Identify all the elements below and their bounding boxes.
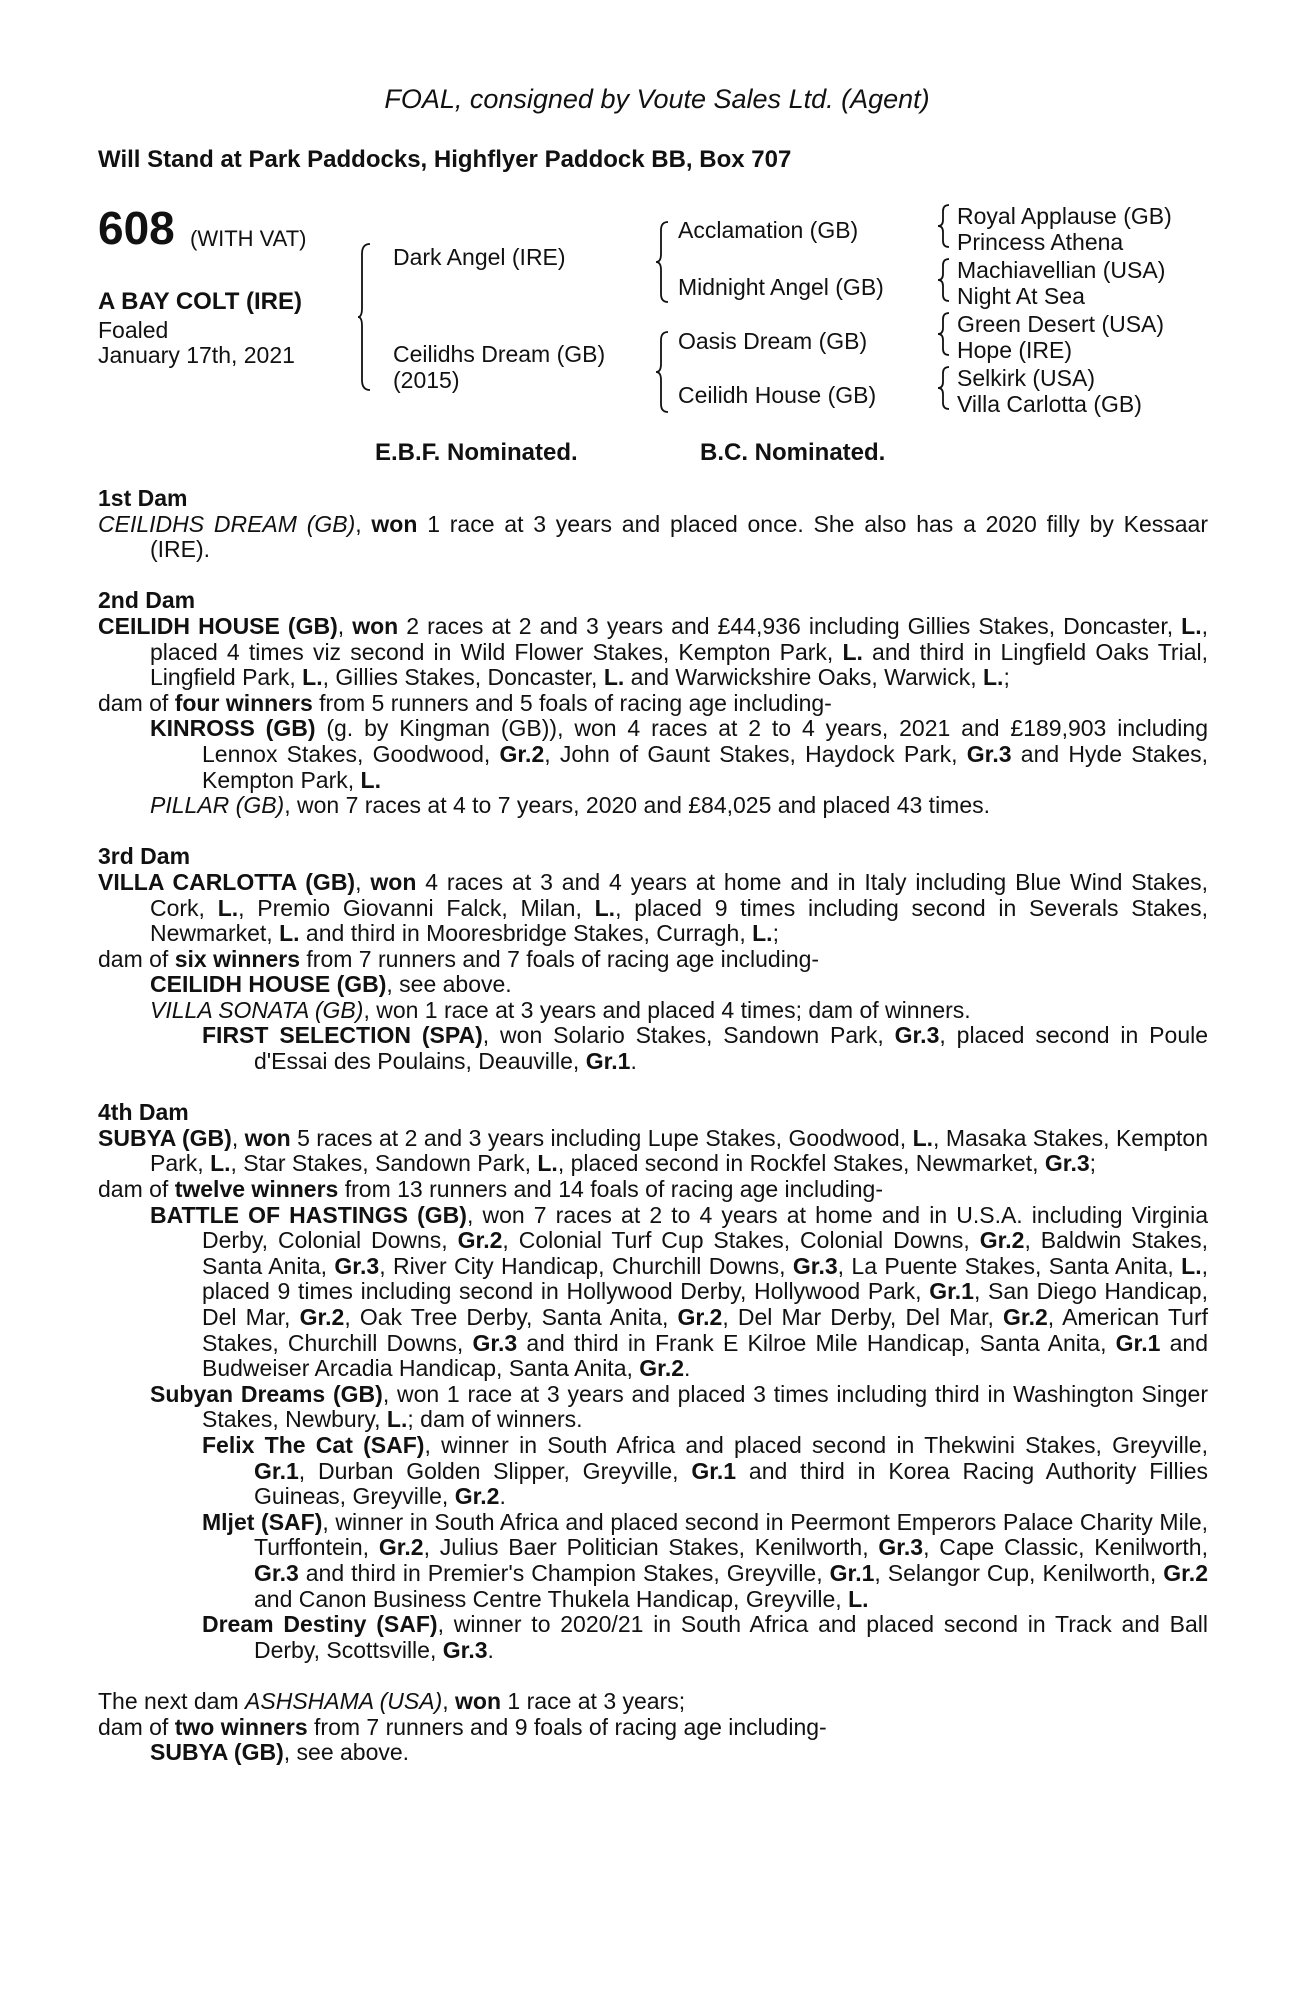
text-run: , won 7 races at 2 to 4 years at home and in U.S.A. including Virginia Derby, Colonial Downs, (202, 1201, 1208, 1254)
text-run: , won 7 races at 4 to 7 years, 2020 and £84,025 and placed 43 times. (284, 792, 991, 819)
text-run: , (442, 1687, 456, 1714)
text-run: and Hyde Stakes, Kempton Park, (202, 740, 1209, 793)
bold-run: L. (360, 766, 381, 793)
bold-run: twelve winners (174, 1176, 339, 1203)
text-run: , Baldwin Stakes, Santa Anita, (202, 1227, 1208, 1279)
pedigree-g3: Machiavellian (USA) (957, 257, 1166, 283)
bold-run: L. (752, 920, 773, 947)
text-run: , Star Stakes, Sandown Park, (230, 1150, 538, 1177)
text-run: , winner to 2020/21 in South Africa and placed second in Track and Ball Derby, Scottsville, (254, 1611, 1208, 1663)
bold-run: Gr.2 (299, 1304, 345, 1330)
pedigree-g6: Hope (IRE) (957, 337, 1073, 363)
bold-run: SUBYA (GB) (98, 1124, 232, 1151)
bold-run: KINROSS (GB) (150, 715, 316, 742)
dam-summary (98, 614, 1208, 691)
bold-run: won (455, 1687, 502, 1714)
text-run: 4 races at 3 and 4 years at home and in Italy including Blue Wind Stakes, Cork, (150, 868, 1208, 921)
pedigree-sire: Dark Angel (IRE) (393, 244, 566, 270)
text-run: ; (1089, 1150, 1097, 1177)
first-dam-section (98, 486, 1208, 563)
pedigree-bracket-main (358, 242, 372, 392)
text-run: , see above. (283, 1739, 410, 1766)
progeny-list (98, 1740, 1208, 1766)
text-run: and third in Frank E Kilroe Mile Handicap, Santa Anita, (517, 1329, 1116, 1356)
text-run: , Julius Baer Politician Stakes, Kenilworth, (423, 1534, 879, 1561)
bold-run: two winners (174, 1713, 308, 1740)
bold-run: won (244, 1124, 291, 1151)
bold-run: L. (982, 664, 1004, 691)
text-run: , won Solario Stakes, Sandown Park, (482, 1022, 895, 1049)
text-run: and Warwickshire Oaks, Warwick, (624, 664, 983, 691)
pedigree-dam-dam: Ceilidh House (GB) (678, 382, 877, 408)
next-dam-section (98, 1689, 1208, 1766)
text-run: 5 races at 2 and 3 years including Lupe Stakes, Goodwood, (290, 1124, 913, 1151)
bold-run: L. (594, 894, 616, 921)
italic-run: VILLA SONATA (GB) (150, 996, 364, 1023)
second-dam-section (98, 588, 1208, 818)
text-run: from 13 runners and 14 foals of racing age including- (338, 1176, 883, 1203)
bold-run: Gr.1 (691, 1457, 737, 1484)
bold-run: Gr.2 (454, 1483, 500, 1510)
dam-summary (98, 1689, 1208, 1715)
bold-run: L. (1181, 1252, 1202, 1279)
progeny-entry (98, 793, 1208, 819)
pedigree-g1: Royal Applause (GB) (957, 203, 1172, 229)
text-run: , (355, 510, 372, 537)
text-run: 1 race at 3 years and placed once. She also has a 2020 filly by Kessaar (IRE). (150, 510, 1209, 563)
text-run: dam of (98, 1176, 175, 1203)
text-run: and third in Korea Racing Authority Fillies Guineas, Greyville, (254, 1457, 1208, 1510)
bold-run: VILLA CARLOTTA (GB) (98, 868, 356, 895)
bold-run: L. (279, 920, 300, 947)
bold-run: L. (848, 1585, 869, 1612)
produce-line (98, 691, 1208, 717)
text-run: , Del Mar Derby, Del Mar, (722, 1304, 1004, 1330)
text-run: , won 1 race at 3 years and placed 3 times including third in Washington Singer Stakes, Newbury, (202, 1380, 1208, 1433)
bold-run: L. (210, 1150, 231, 1177)
produce-line (98, 947, 1208, 973)
text-run: , (231, 1124, 245, 1151)
progeny-entry (98, 716, 1208, 793)
bold-run: L. (386, 1406, 408, 1433)
text-run: , (337, 612, 353, 639)
text-run: , John of Gaunt Stakes, Haydock Park, (544, 740, 967, 767)
progeny-entry (98, 1382, 1208, 1433)
text-run: , Colonial Turf Cup Stakes, Colonial Downs, (502, 1227, 980, 1254)
section-heading: 2nd Dam (98, 587, 196, 614)
bold-run: Gr.2 (457, 1227, 503, 1254)
bold-run: Gr.2 (639, 1355, 685, 1382)
text-run: from 7 runners and 9 foals of racing age including- (307, 1713, 827, 1740)
bold-run: CEILIDH HOUSE (GB) (98, 612, 338, 639)
produce-line (98, 1177, 1208, 1203)
catalogue-body (98, 486, 1208, 1766)
bold-run: Gr.1 (585, 1048, 631, 1075)
text-run: . (487, 1636, 494, 1663)
produce-line (98, 1715, 1208, 1741)
bold-run: Mljet (SAF) (202, 1508, 323, 1535)
text-run: . (499, 1483, 506, 1510)
bold-run: Gr.2 (979, 1227, 1025, 1254)
vat-label: (WITH VAT) (190, 226, 307, 251)
ebf-nomination: E.B.F. Nominated. (375, 439, 578, 466)
bold-run: Gr.3 (966, 740, 1012, 767)
bold-run: L. (537, 1150, 558, 1177)
text-run: ; (772, 920, 779, 947)
bc-nomination: B.C. Nominated. (700, 439, 886, 466)
text-run: The next dam (98, 1687, 246, 1714)
bold-run: CEILIDH HOUSE (GB) (150, 971, 387, 998)
bold-run: FIRST SELECTION (SPA) (202, 1022, 483, 1049)
pedigree-g4: Night At Sea (957, 283, 1085, 309)
stand-location: Will Stand at Park Paddocks, Highflyer Paddock BB, Box 707 (98, 146, 792, 173)
text-run: 2 races at 2 and 3 years and £44,936 including Gillies Stakes, Doncaster, (398, 612, 1182, 639)
bold-run: Gr.3 (1044, 1150, 1090, 1177)
text-run: , (355, 868, 371, 895)
pedigree-bracket-g2 (938, 257, 950, 303)
consignment-line: FOAL, consigned by Voute Sales Ltd. (Agent) (384, 84, 930, 114)
bold-run: Gr.3 (254, 1559, 299, 1586)
text-run: dam of (98, 945, 175, 972)
section-heading: 4th Dam (98, 1099, 189, 1126)
bold-run: won (371, 510, 418, 537)
text-run: , Masaka Stakes, Kempton Park, (150, 1124, 1208, 1177)
pedigree-sire-dam: Midnight Angel (GB) (678, 274, 884, 300)
third-dam-section (98, 844, 1208, 1074)
pedigree-g7: Selkirk (USA) (957, 365, 1096, 391)
text-run: , Oak Tree Derby, Santa Anita, (344, 1304, 678, 1330)
pedigree-bracket-g3 (938, 311, 950, 357)
bold-run: Gr.1 (254, 1457, 299, 1484)
pedigree-bracket-sire (656, 220, 670, 304)
italic-run: PILLAR (GB) (150, 792, 285, 819)
text-run: , placed 9 times including second in Hollywood Derby, Hollywood Park, (202, 1252, 1208, 1305)
bold-run: L. (217, 894, 239, 921)
bold-run: Gr.1 (929, 1278, 974, 1305)
pedigree-g8: Villa Carlotta (GB) (957, 391, 1142, 417)
bold-run: Gr.3 (334, 1252, 380, 1279)
fourth-dam-section (98, 1100, 1208, 1663)
dam-summary (98, 1126, 1208, 1177)
text-run: , Gillies Stakes, Doncaster, (322, 664, 604, 691)
text-run: , River City Handicap, Churchill Downs, (379, 1252, 793, 1279)
progeny-list (98, 1203, 1208, 1664)
section-heading: 3rd Dam (98, 843, 191, 870)
text-run: , Selangor Cup, Kenilworth, (874, 1559, 1164, 1586)
text-run: , winner in South Africa and placed second in Thekwini Stakes, Greyville, (424, 1431, 1208, 1458)
foaled-label: Foaled (98, 317, 169, 343)
bold-run: four winners (174, 689, 313, 716)
bold-run: won (370, 868, 417, 895)
text-run: dam of (98, 1713, 175, 1740)
progeny-entry (98, 1433, 1208, 1510)
progeny-list (98, 716, 1208, 818)
text-run: and Budweiser Arcadia Handicap, Santa Anita, (202, 1329, 1209, 1382)
text-run: , placed second in Rockfel Stakes, Newmarket, (557, 1150, 1045, 1177)
pedigree-dam: Ceilidhs Dream (GB) (393, 341, 606, 367)
bold-run: Felix The Cat (SAF) (202, 1431, 425, 1458)
text-run: . (630, 1048, 637, 1075)
italic-run: CEILIDHS DREAM (GB) (98, 510, 356, 537)
pedigree-bracket-g1 (938, 203, 950, 249)
bold-run: Dream Destiny (SAF) (202, 1611, 438, 1638)
text-run: , won 1 race at 3 years and placed 4 times; dam of winners. (363, 996, 971, 1023)
text-run: , placed 4 times viz second in Wild Flower Stakes, Kempton Park, (150, 612, 1209, 665)
text-run: (g. by Kingman (GB)), won 4 races at 2 to 4 years, 2021 and £189,903 including Lennox Stakes, Goodwood, (202, 715, 1209, 767)
pedigree-g2: Princess Athena (957, 229, 1124, 255)
text-run: , Durban Golden Slipper, Greyville, (298, 1457, 692, 1484)
text-run: , winner in South Africa and placed second in Peermont Emperors Palace Charity Mile, Turffontein, (254, 1508, 1208, 1561)
text-run: , San Diego Handicap, Del Mar, (202, 1278, 1208, 1330)
text-run: 1 race at 3 years; (501, 1687, 686, 1714)
bold-run: Gr.2 (1003, 1304, 1048, 1330)
pedigree-dam-sire: Oasis Dream (GB) (678, 328, 868, 354)
dam-summary (98, 512, 1208, 563)
pedigree-g5: Green Desert (USA) (957, 311, 1165, 337)
progeny-entry (98, 998, 1208, 1024)
pedigree-bracket-dam (656, 330, 670, 414)
bold-run: Gr.3 (894, 1022, 940, 1049)
bold-run: won (352, 612, 399, 639)
lot-title: A BAY COLT (IRE) (98, 288, 303, 315)
bold-run: Subyan Dreams (GB) (150, 1380, 383, 1407)
bold-run: Gr.3 (792, 1252, 838, 1279)
bold-run: L. (603, 664, 625, 691)
progeny-entry (98, 972, 1208, 998)
italic-run: ASHSHAMA (USA) (245, 1687, 443, 1714)
bold-run: Gr.2 (677, 1304, 723, 1330)
progeny-entry (98, 1203, 1208, 1382)
text-run: , La Puente Stakes, Santa Anita, (837, 1252, 1182, 1279)
bold-run: L. (1181, 612, 1202, 639)
bold-run: Gr.1 (1115, 1329, 1161, 1356)
foaled-date: January 17th, 2021 (98, 342, 295, 368)
bold-run: Gr.1 (829, 1559, 875, 1586)
bold-run: L. (842, 638, 863, 665)
text-run: and third in Lingfield Oaks Trial, Lingfield Park, (150, 638, 1208, 691)
progeny-entry (98, 1023, 1208, 1074)
text-run: ; dam of winners. (407, 1406, 583, 1433)
bold-run: six winners (174, 945, 300, 972)
text-run: and third in Premier's Champion Stakes, Greyville, (298, 1559, 830, 1586)
bold-run: Gr.2 (1163, 1559, 1208, 1586)
lot-number: 608 (98, 202, 175, 254)
text-run: dam of (98, 689, 175, 716)
bold-run: Gr.2 (378, 1534, 424, 1561)
text-run: , placed second in Poule d'Essai des Poulains, Deauville, (254, 1022, 1209, 1075)
pedigree-dam-year: (2015) (393, 367, 460, 393)
progeny-entry (98, 1510, 1208, 1612)
text-run: ; (1003, 664, 1010, 691)
text-run: from 5 runners and 5 foals of racing age including- (312, 689, 832, 716)
progeny-list (98, 972, 1208, 1074)
text-run: , American Turf Stakes, Churchill Downs, (202, 1304, 1208, 1356)
section-heading: 1st Dam (98, 485, 188, 511)
bold-run: BATTLE OF HASTINGS (GB) (150, 1201, 467, 1228)
text-run: , see above. (386, 971, 512, 998)
bold-run: SUBYA (GB) (150, 1739, 284, 1766)
pedigree-sire-sire: Acclamation (GB) (678, 217, 859, 243)
bold-run: Gr.3 (472, 1329, 518, 1356)
text-run: from 7 runners and 7 foals of racing age including- (300, 945, 820, 972)
bold-run: Gr.3 (878, 1534, 924, 1561)
progeny-entry (98, 1740, 1208, 1766)
text-run: and third in Mooresbridge Stakes, Curragh, (299, 920, 753, 947)
text-run: , Premio Giovanni Falck, Milan, (238, 894, 595, 921)
text-run: , placed 9 times including second in Severals Stakes, Newmarket, (150, 894, 1208, 947)
text-run: , Cape Classic, Kenilworth, (923, 1534, 1208, 1561)
bold-run: L. (912, 1124, 934, 1151)
text-run: . (684, 1355, 691, 1382)
bold-run: L. (302, 664, 323, 691)
text-run: and Canon Business Centre Thukela Handicap, Greyville, (254, 1585, 849, 1612)
pedigree-bracket-g4 (938, 365, 950, 411)
dam-summary (98, 870, 1208, 947)
progeny-entry (98, 1612, 1208, 1663)
bold-run: Gr.2 (499, 740, 545, 767)
bold-run: Gr.3 (442, 1636, 488, 1663)
